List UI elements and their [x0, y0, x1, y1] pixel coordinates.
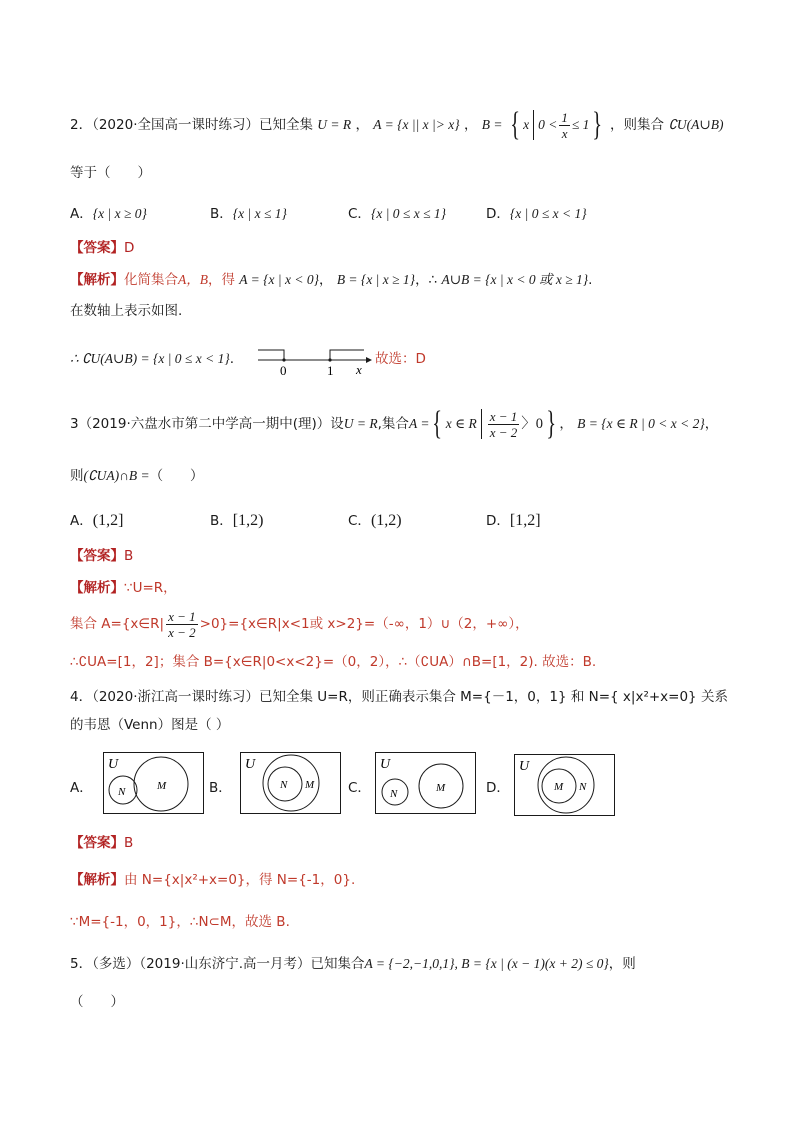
- solution-result: ∴ ∁U(A∪B) = {x | 0 ≤ x < 1}: [70, 351, 230, 366]
- q2-fraction-numerator: 1: [561, 109, 568, 125]
- q2-option-a[interactable]: [70, 202, 147, 222]
- q3-solution-line3: ∴∁UA=[1，2]；集合 B={x∈R|0<x<2}=（0，2），∴（∁UA）∩B=[1，2). 故选：B.: [70, 654, 597, 670]
- q4-option-b-venn[interactable]: [240, 752, 341, 814]
- option-text: (1,2]: [92, 512, 124, 529]
- answer-label: 【答案】: [70, 548, 124, 564]
- answer-value: B: [124, 835, 134, 851]
- q2-answer: [70, 239, 134, 257]
- q3-set-b: B = {x ∈ R | 0 < x < 2}: [577, 416, 705, 431]
- solution-set-a: A = {x | x < 0}: [239, 272, 320, 287]
- solution-set-b: B = {x | x ≥ 1}: [336, 272, 416, 287]
- point-one: [328, 358, 331, 361]
- axis-variable: x: [356, 362, 362, 376]
- q5-stem-prefix: 5．（多选）（2019·山东济宁.高一月考）已知集合: [70, 956, 365, 972]
- q3-set-a-elem: x ∈ R: [445, 416, 477, 431]
- solution-therefore: ，∴: [415, 272, 438, 288]
- q2-solution-line2: 在数轴上表示如图.: [70, 303, 183, 319]
- set-m-label: M: [157, 780, 167, 792]
- solution-sets: A，B: [178, 272, 208, 287]
- set-m-label: M: [436, 782, 446, 794]
- answer-label: 【答案】: [70, 835, 124, 851]
- solution-text: ，得: [208, 272, 235, 288]
- answer-value: B: [124, 548, 134, 564]
- solution-text: 化简集合: [124, 272, 178, 288]
- universal-set-box: [241, 753, 341, 814]
- q2-left-brace: {: [510, 106, 520, 143]
- number-line-diagram: [256, 346, 372, 376]
- q2-option-b[interactable]: [210, 202, 287, 222]
- q2-option-d[interactable]: [486, 202, 587, 222]
- set-n-label: N: [118, 786, 126, 798]
- q5-stem-line1: [70, 955, 636, 973]
- range-a-bracket: [258, 350, 284, 360]
- option-text: {x | 0 ≤ x ≤ 1}: [370, 206, 446, 221]
- q4-solution-line2: ∵M={-1，0，1}，∴N⊂M，故选 B.: [70, 914, 290, 930]
- q5-stem-line2: （ ）: [70, 994, 124, 1010]
- q3-answer: [70, 547, 133, 565]
- option-letter: D．: [486, 513, 510, 529]
- q3-left-brace: {: [432, 405, 443, 442]
- universal-set-box: [104, 753, 204, 814]
- option-letter: C．: [348, 206, 371, 222]
- solution-union: A∪B = {x | x < 0 或 x ≥ 1}: [441, 272, 589, 287]
- q3-stem-mid: ,集合: [377, 416, 409, 432]
- q2-stem-line1: [70, 108, 723, 142]
- q3-comma: ，: [559, 416, 573, 432]
- set-m-label: M: [554, 781, 564, 793]
- q3-stem-prefix: 3（2019·六盘水市第二中学高一期中(理)）设: [70, 416, 344, 432]
- point-zero: [282, 358, 285, 361]
- solution-text: 由 N={x|x²+x=0}，得 N={-1，0}.: [124, 872, 356, 888]
- q4-option-d-letter[interactable]: D．: [486, 780, 510, 796]
- q3-stem-line1: [70, 406, 718, 442]
- q2-final-answer: 故选：D: [375, 351, 426, 367]
- q2-set-a: A = {x || x |> x}: [373, 117, 460, 132]
- q4-answer: [70, 834, 133, 852]
- solution-period: .: [229, 351, 235, 367]
- q2-complement: ∁U(A∪B): [668, 117, 724, 132]
- option-text: [1,2]: [509, 512, 541, 529]
- q2-set-b-fraction: [559, 110, 570, 141]
- option-text: {x | 0 ≤ x < 1}: [509, 206, 587, 221]
- q3-solution-line1: [70, 579, 177, 597]
- solution-text: 集合 A={x∈R|: [70, 616, 165, 632]
- option-text: {x | x ≤ 1}: [232, 206, 287, 221]
- q3-set-a-rel: 〉0: [521, 416, 544, 432]
- q5-set-a: A = {−2,−1,0,1}: [364, 956, 455, 971]
- set-n-label: N: [280, 779, 288, 791]
- solution-text: >0}={x∈R|x<1或 x>2}=（-∞，1）∪（2，+∞），: [199, 616, 529, 632]
- option-letter: B．: [210, 206, 233, 222]
- q2-set-b-bar: [533, 110, 534, 140]
- solution-text: ∵U=R，: [124, 580, 177, 596]
- q2-stem-prefix: 2．（2020·全国高一课时练习）已知全集: [70, 117, 313, 133]
- option-letter: A．: [70, 206, 93, 222]
- universal-set-label: U: [380, 757, 391, 772]
- set-n-label: N: [390, 788, 398, 800]
- q2-set-b-cond-left: 0 <: [538, 117, 558, 132]
- option-letter: B．: [210, 513, 233, 529]
- q3-stem-line2: [70, 467, 204, 485]
- q2-option-c[interactable]: [348, 202, 446, 222]
- fraction-denominator: x − 2: [168, 624, 196, 640]
- q2-universe: U = R: [317, 117, 352, 132]
- axis-label-zero: 0: [280, 363, 287, 376]
- number-line-arrow: [366, 357, 372, 363]
- option-text: {x | x ≥ 0}: [92, 206, 147, 221]
- q3-option-a[interactable]: [70, 509, 123, 530]
- fraction-numerator: x − 1: [168, 608, 196, 624]
- solution-fraction: [166, 609, 198, 640]
- q3-fraction-numerator: x − 1: [489, 408, 518, 424]
- q4-option-a-letter[interactable]: A．: [70, 780, 93, 796]
- q4-option-d-venn[interactable]: [514, 754, 615, 816]
- solution-comma: ，: [319, 272, 333, 288]
- universal-set-label: U: [245, 757, 256, 772]
- q4-option-b-letter[interactable]: B．: [209, 780, 232, 796]
- q3-set-a-bar: [481, 409, 482, 439]
- q3-option-c[interactable]: [348, 509, 402, 530]
- q2-stem-tail: ，则集合: [610, 117, 665, 133]
- universal-set-box: [515, 755, 615, 816]
- solution-label: 【解析】: [70, 272, 124, 288]
- q2-set-b-x: x: [523, 117, 530, 132]
- q4-stem-line2: 的韦恩（Venn）图是（ ）: [70, 717, 230, 733]
- q3-answer-blank: （ ）: [149, 468, 204, 484]
- q2-fraction-denominator: x: [561, 125, 568, 141]
- q3-comma-2: ，: [704, 416, 719, 432]
- axis-label-one: 1: [327, 363, 334, 376]
- solution-label: 【解析】: [70, 872, 124, 888]
- q4-option-c-venn[interactable]: [375, 752, 476, 814]
- option-letter: C．: [348, 513, 371, 529]
- q3-line2-expression: (∁UA)∩B =: [83, 468, 150, 483]
- q3-option-b[interactable]: [210, 509, 263, 530]
- option-letter: A．: [70, 513, 93, 529]
- q3-universe: U = R: [343, 416, 378, 431]
- range-b-bracket: [330, 350, 364, 360]
- q2-right-brace: }: [592, 106, 603, 143]
- q4-option-a-venn[interactable]: [103, 752, 204, 814]
- q3-option-d[interactable]: [486, 509, 541, 530]
- q4-stem-line1: 4．（2020·浙江高一课时练习）已知全集 U=R，则正确表示集合 M={－1，0，1} 和 N={ x|x²+x=0} 关系: [70, 689, 728, 705]
- universal-set-label: U: [519, 759, 530, 774]
- q3-line2-prefix: 则: [70, 468, 84, 484]
- option-letter: D．: [486, 206, 510, 222]
- option-text: (1,2): [370, 512, 402, 529]
- q2-comma-2: ，: [463, 117, 478, 133]
- q4-solution-line1: [70, 871, 355, 889]
- answer-value: D: [124, 240, 135, 256]
- q2-set-b-head: B =: [481, 117, 503, 132]
- set-m-label: M: [305, 779, 315, 791]
- solution-label: 【解析】: [70, 580, 124, 596]
- solution-period: .: [588, 272, 593, 288]
- universal-set-label: U: [108, 757, 119, 772]
- option-text: [1,2): [232, 512, 264, 529]
- answer-label: 【答案】: [70, 240, 124, 256]
- q3-right-brace: }: [546, 405, 557, 442]
- q2-set-b-cond-right: ≤ 1: [571, 117, 590, 132]
- q3-set-a-head: A =: [408, 416, 430, 431]
- q5-stem-tail: ，则: [608, 956, 636, 972]
- q2-comma: ，: [355, 117, 369, 133]
- q5-set-b: , B = {x | (x − 1)(x + 2) ≤ 0}: [454, 956, 609, 971]
- set-n-label: N: [579, 781, 587, 793]
- q2-solution-line3: [70, 350, 234, 368]
- q2-stem-line2: 等于（ ）: [70, 165, 151, 181]
- q3-set-a-fraction: [488, 409, 520, 440]
- q3-fraction-denominator: x − 2: [489, 424, 518, 440]
- q4-option-c-letter[interactable]: C．: [348, 780, 371, 796]
- q3-solution-line2: [70, 606, 529, 642]
- q2-solution-line1: [70, 271, 592, 289]
